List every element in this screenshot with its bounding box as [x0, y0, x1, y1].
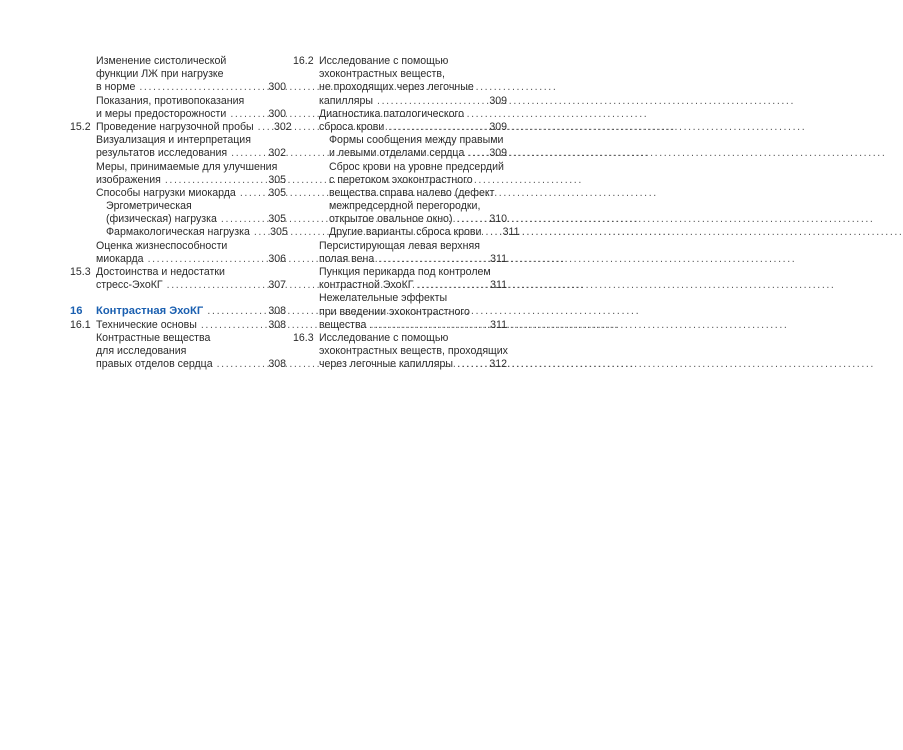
entry-title-line: вещества справа налево (дефект	[329, 186, 495, 199]
dot-leader	[384, 121, 483, 134]
page-number: 300	[268, 107, 286, 120]
entry-body	[319, 266, 507, 292]
dot-leader	[236, 187, 262, 200]
page-number: 305	[268, 173, 286, 186]
entry-title-text: и меры предосторожности	[96, 107, 227, 120]
entry-body	[319, 240, 507, 266]
entry-body	[96, 240, 286, 266]
entry-title-text: вещества	[319, 318, 367, 331]
toc-entry[interactable]	[293, 266, 507, 292]
entry-body	[96, 95, 286, 121]
toc-left-column	[70, 55, 292, 371]
page-number: 311	[490, 279, 507, 292]
toc-entry[interactable]	[293, 55, 507, 108]
toc-entry[interactable]	[70, 240, 286, 266]
toc-entry[interactable]	[293, 108, 507, 134]
page-number: 311	[502, 226, 520, 239]
dot-leader	[197, 319, 262, 332]
page-number: 300	[268, 81, 286, 94]
toc-right-column	[293, 55, 520, 372]
dot-leader	[464, 147, 483, 160]
entry-title-line: Исследование с помощью	[319, 55, 449, 67]
entry-title-text: результатов исследования	[96, 147, 228, 160]
dot-leader	[203, 305, 262, 318]
toc-entry[interactable]	[70, 266, 286, 292]
entry-title-text: капилляры	[319, 94, 374, 107]
entry-body	[96, 305, 286, 318]
entry-title-text: (физическая) нагрузка	[106, 213, 217, 226]
page-number: 302	[273, 120, 292, 133]
entry-title-line	[319, 358, 507, 371]
dot-leader	[453, 358, 483, 371]
entry-title-text: Фармакологическая нагрузка	[106, 226, 250, 239]
entry-title-line: Оценка жизнеспособности	[96, 239, 228, 252]
page-number: 305	[268, 186, 286, 199]
entry-body	[319, 134, 507, 160]
page-number: 308	[268, 318, 286, 331]
entry-body	[96, 226, 286, 239]
dot-leader	[373, 95, 483, 108]
entry-title-line	[96, 358, 286, 371]
entry-title-line	[329, 213, 507, 226]
entry-title-line: Контрастные вещества	[96, 331, 211, 344]
dot-leader	[213, 358, 262, 371]
entry-title-line	[96, 319, 286, 332]
entry-title-line: Достоинства и недостатки	[96, 266, 225, 279]
dot-leader	[161, 174, 262, 187]
entry-number: 15.3	[70, 266, 91, 279]
entry-body	[319, 292, 507, 332]
page-number: 307	[268, 279, 286, 292]
toc-entry[interactable]	[293, 226, 520, 239]
entry-body	[96, 187, 286, 200]
chapter-spacer	[70, 292, 286, 305]
entry-title-line: не проходящих через легочные	[319, 81, 474, 94]
dot-leader	[217, 213, 262, 226]
page-number: 308	[268, 305, 286, 318]
page-number: 306	[268, 252, 286, 265]
dot-leader	[163, 279, 262, 292]
page-number: 310	[489, 213, 507, 226]
entry-title-text: Технические основы	[96, 318, 197, 331]
page-number: 309	[489, 120, 507, 133]
entry-title-line	[106, 226, 286, 239]
entry-body	[96, 319, 286, 332]
entry-title-text: Другие варианты сброса крови	[329, 226, 482, 239]
page-number: 308	[268, 358, 286, 371]
entry-body	[96, 134, 286, 160]
entry-body	[96, 200, 286, 226]
entry-title-line: Изменение систолической	[96, 55, 227, 67]
page-number: 309	[489, 147, 507, 160]
entry-title-text: в норме	[96, 81, 136, 94]
page-number: 312	[489, 358, 507, 371]
toc-entry[interactable]	[293, 240, 507, 266]
entry-title-line	[96, 81, 286, 94]
entry-title-line	[319, 253, 507, 266]
entry-title-line	[319, 95, 507, 108]
toc-entry[interactable]	[70, 55, 286, 95]
entry-title-text: стресс-ЭхоКГ	[96, 279, 163, 292]
toc-entry[interactable]	[70, 161, 286, 187]
toc-entry[interactable]	[293, 332, 507, 372]
dot-leader	[413, 279, 483, 292]
dot-leader	[254, 121, 268, 134]
entry-body	[319, 55, 507, 108]
entry-body	[319, 332, 507, 372]
entry-title-line	[96, 108, 286, 121]
entry-title-line	[96, 120, 292, 134]
toc-entry[interactable]	[293, 292, 507, 332]
entry-body	[319, 108, 507, 134]
entry-body	[96, 120, 292, 134]
entry-number: 16.1	[70, 318, 91, 331]
toc-entry[interactable]	[70, 95, 286, 121]
entry-number: 16	[70, 305, 83, 318]
dot-leader	[481, 226, 495, 239]
entry-title-line: Диагностика патологического	[319, 107, 464, 120]
entry-title-line: с перетоком эхоконтрастного	[329, 173, 473, 186]
page-number: 305	[268, 213, 286, 226]
entry-title-line	[96, 253, 286, 266]
entry-title-text: открытое овальное окно)	[329, 213, 453, 226]
entry-body	[96, 266, 286, 292]
entry-title-line: эхоконтрастных веществ,	[319, 68, 445, 81]
toc-entry[interactable]	[70, 226, 286, 239]
entry-title-text: Проведение нагрузочной пробы	[96, 120, 254, 133]
entry-title-line: функции ЛЖ при нагрузке	[96, 68, 224, 81]
entry-title-line: Меры, принимаемые для улучшения	[96, 160, 278, 173]
entry-title-text: миокарда	[96, 252, 144, 265]
entry-title-line	[96, 147, 286, 160]
entry-title-text: сброса крови	[319, 120, 385, 133]
dot-leader	[366, 319, 483, 332]
entry-title-text: контрастной ЭхоКГ	[319, 279, 414, 292]
entry-title-text: изображения	[96, 173, 161, 186]
entry-title-text: через легочные капилляры	[319, 358, 453, 371]
dot-leader	[227, 147, 262, 160]
entry-title-line: Визуализация и интерпретация	[96, 134, 251, 147]
entry-number: 15.2	[70, 120, 91, 133]
toc-entry[interactable]	[293, 161, 507, 227]
toc-entry[interactable]	[70, 134, 286, 160]
entry-title-line	[319, 121, 507, 134]
entry-body	[96, 161, 286, 187]
entry-title-text: правых отделов сердца	[96, 358, 213, 371]
entry-title-text: Способы нагрузки миокарда	[96, 186, 236, 199]
entry-title-line	[96, 305, 286, 318]
entry-title-line: Показания, противопоказания	[96, 94, 245, 107]
entry-title-line	[96, 174, 286, 187]
dot-leader	[226, 108, 262, 121]
entry-title-line: Исследование с помощью	[319, 331, 449, 344]
entry-title-text: и левыми отделами сердца	[329, 147, 465, 160]
page-number: 305	[270, 226, 288, 239]
entry-title-line	[319, 319, 507, 332]
entry-number: 16.2	[293, 55, 314, 67]
entry-title-line	[96, 187, 286, 200]
entry-title-line	[319, 279, 507, 292]
entry-title-line: эхоконтрастных веществ, проходящих	[319, 345, 508, 358]
entry-title-line: Персистирующая левая верхняя	[319, 239, 480, 252]
entry-title-line: межпредсердной перегородки,	[329, 200, 481, 213]
page-number: 309	[489, 94, 507, 107]
toc-entry[interactable]	[70, 332, 286, 372]
entry-body	[319, 226, 520, 239]
entry-title-line: при введении эхоконтрастного	[319, 305, 470, 318]
entry-title-line	[106, 213, 286, 226]
entry-title-line: Пункция перикарда под контролем	[319, 266, 491, 278]
toc-entry[interactable]	[293, 134, 507, 160]
dot-leader	[374, 253, 483, 266]
entry-title-line: Сброс крови на уровне предсердий	[329, 160, 504, 173]
entry-title-line: Эргометрическая	[106, 200, 192, 213]
dot-leader	[144, 253, 262, 266]
toc-entry[interactable]	[70, 319, 286, 332]
entry-body	[96, 332, 286, 372]
entry-title-line: для исследования	[96, 344, 187, 357]
entry-title-line: Нежелательные эффекты	[319, 292, 448, 305]
entry-title-text: Контрастная ЭхоКГ	[96, 305, 204, 318]
entry-title-line	[329, 147, 507, 160]
chapter-entry[interactable]	[70, 305, 286, 318]
entry-title-line	[96, 279, 286, 292]
page-number: 311	[490, 318, 507, 331]
dot-leader	[250, 226, 264, 239]
page-number: 302	[268, 147, 286, 160]
entry-title-text: полая вена	[319, 252, 375, 265]
toc-entry[interactable]	[70, 200, 286, 226]
entry-title-line	[329, 226, 520, 239]
entry-body	[96, 55, 286, 95]
page-number: 311	[490, 252, 507, 265]
entry-number: 16.3	[293, 331, 314, 344]
toc-entry[interactable]	[70, 187, 286, 200]
dot-leader	[452, 213, 483, 226]
dot-leader	[135, 81, 262, 94]
toc-entry[interactable]	[70, 120, 292, 134]
entry-title-line: Формы сообщения между правыми	[329, 134, 504, 147]
entry-body	[319, 161, 507, 227]
